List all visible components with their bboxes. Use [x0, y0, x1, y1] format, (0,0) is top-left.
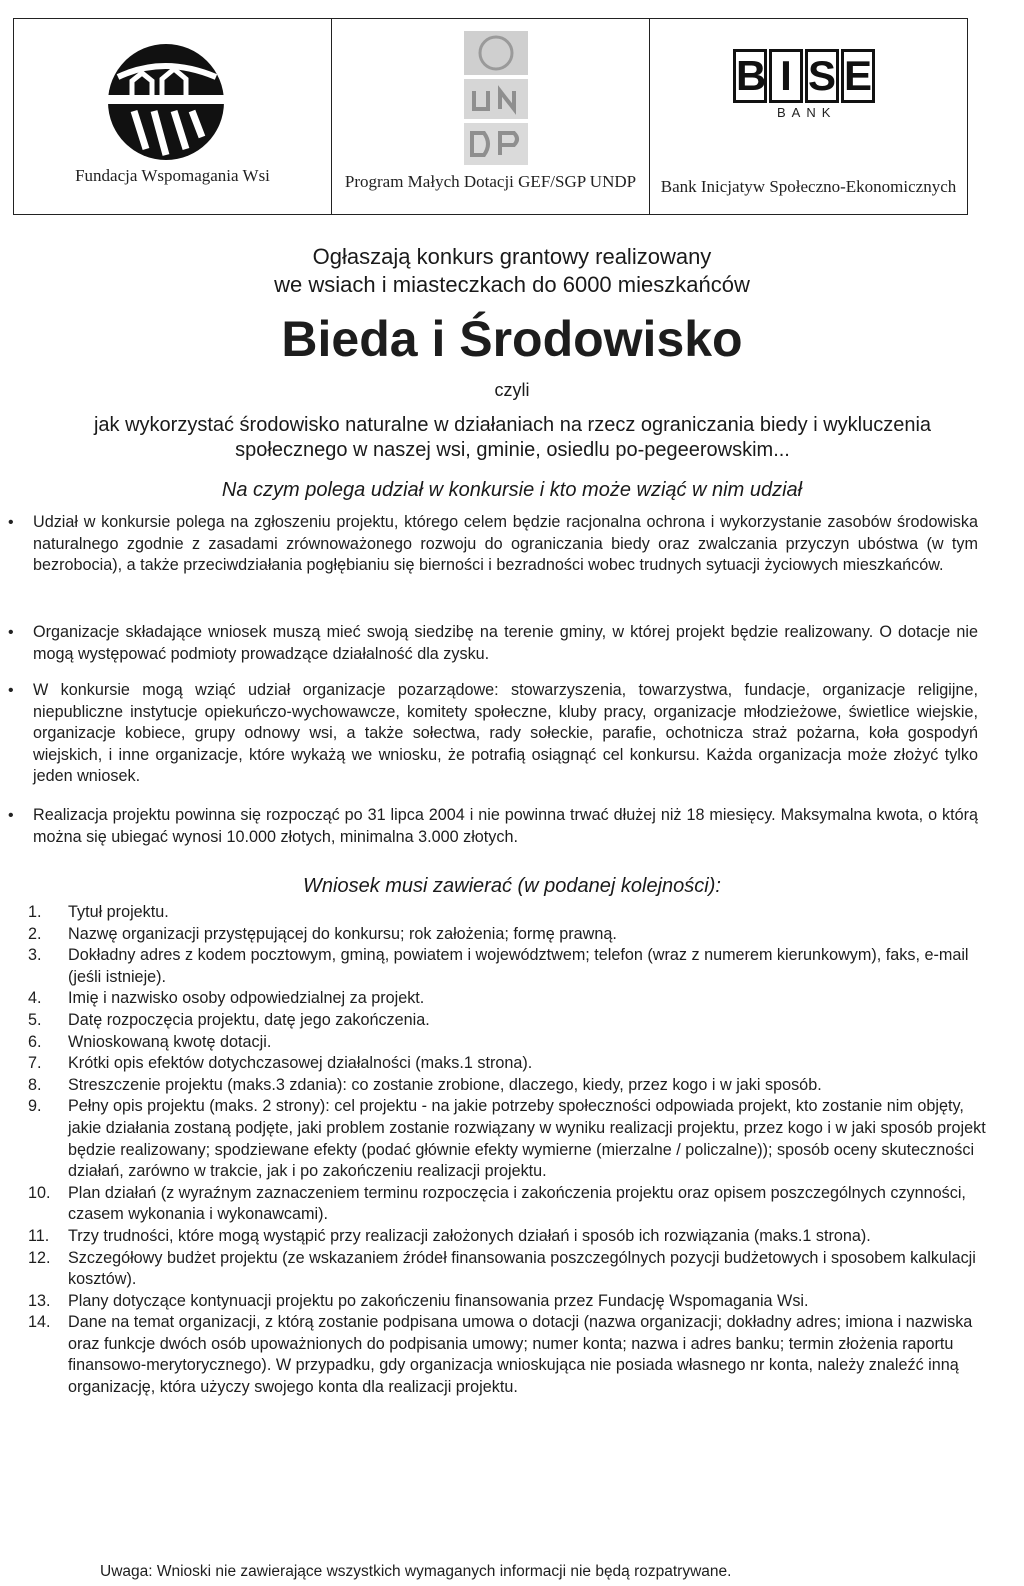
requirement-number: 7.	[28, 1054, 42, 1073]
requirement-item	[18, 1291, 993, 1313]
bise-logo-letter: E	[841, 49, 875, 103]
requirement-text: Imię i nazwisko osoby odpowiedzialnej za projekt.	[68, 989, 425, 1008]
requirement-number: 2.	[28, 924, 42, 943]
requirement-text: Datę rozpoczęcia projektu, datę jego zakończenia.	[68, 1010, 430, 1029]
requirement-number: 3.	[28, 946, 42, 965]
announcement-line-1: Ogłaszają konkurs grantowy realizowany	[312, 244, 712, 269]
section-heading-participation: Na czym polega udział w konkursie i kto może wziąć w nim udział	[221, 479, 803, 501]
requirement-item	[18, 945, 993, 988]
bullet-icon: •	[8, 624, 14, 641]
contest-subtitle: jak wykorzystać środowisko naturalne w działaniach na rzecz ograniczania biedy i wykluczenia społecznego w naszej wsi, gminie, osiedlu po-pegeerowskim...	[93, 414, 932, 461]
requirement-text: Trzy trudności, które mogą wystąpić przy realizacji założonych działań i sposób ich rozwiązania (maks.1 strona).	[68, 1226, 871, 1245]
bullet-paragraph-timing: Realizacja projektu powinna się rozpocząć po 31 lipca 2004 i nie powinna trwać dłużej niż 18 miesięcy. Maksymalna kwota, o którą można się ubiegać wynosi 10.000 złotych, minimalna 3.000 złotych.	[33, 806, 978, 846]
requirement-number: 11.	[28, 1226, 50, 1245]
bise-logo-letters	[733, 49, 875, 103]
org-name-undp: Program Małych Dotacji GEF/SGP UNDP	[344, 172, 637, 191]
requirement-text: Plany dotyczące kontynuacji projektu po zakończeniu finansowania przez Fundację Wspomagania Wsi.	[68, 1291, 809, 1310]
requirement-item	[18, 1312, 993, 1398]
czyli-connector: czyli	[494, 380, 530, 400]
requirement-number: 4.	[28, 989, 42, 1008]
bise-logo	[733, 31, 893, 151]
requirement-text: Krótki opis efektów dotychczasowej działalności (maks.1 strona).	[68, 1054, 533, 1073]
announcement-line-2: we wsiach i miasteczkach do 6000 mieszkańców	[274, 272, 750, 297]
bise-logo-letter: B	[733, 49, 767, 103]
requirement-item	[18, 1010, 993, 1032]
org-name-fws: Fundacja Wspomagania Wsi	[75, 166, 270, 185]
requirement-item	[18, 902, 993, 924]
bullet-paragraph-purpose: Udział w konkursie polega na zgłoszeniu projektu, którego celem będzie racjonalna ochrona i wykorzystanie zasobów środowiska naturalnego zgodnie z zasadami zrównoważonego rozwoju do ograniczania biedy oraz zwalczania przyczyn ubóstwa (w tym bezrobocia), a także przeciwdziałania pogłębianiu się bierności i bezradności wobec trudnych sytuacji życiowych mieszkańców.	[33, 513, 978, 574]
requirement-item	[18, 988, 993, 1010]
announcement	[0, 243, 1024, 299]
section-heading-application: Wniosek musi zawierać (w podanej kolejności):	[303, 875, 721, 897]
requirement-item	[18, 1032, 993, 1054]
header-cell-undp	[332, 19, 650, 214]
header-logo-table	[13, 18, 968, 215]
requirement-item	[18, 1096, 993, 1182]
bise-logo-letter: S	[805, 49, 839, 103]
requirements-list	[18, 902, 993, 1399]
requirement-text: Tytuł projektu.	[68, 903, 169, 921]
bullet-icon: •	[8, 514, 14, 531]
requirement-text: Dokładny adres z kodem pocztowym, gminą, powiatem i województwem; telefon (wraz z numerem kierunkowym), faks, e-mail (jeśli istnieje).	[68, 946, 969, 986]
requirement-item	[18, 1248, 993, 1291]
requirement-text: Wnioskowaną kwotę dotacji.	[68, 1032, 272, 1051]
requirement-item	[18, 924, 993, 946]
requirement-text: Plan działań (z wyraźnym zaznaczeniem terminu rozpoczęcia i zakończenia projektu oraz opisem poszczególnych czynności, czasem wykonania i wykonawcami).	[68, 1183, 966, 1224]
requirement-text: Dane na temat organizacji, z którą zostanie podpisana umowa o dotacji (nazwa organizacji; dokładny adres; imiona i nazwiska oraz funkcje dwóch osób upoważnionych do podpisania umowy; numer konta; nazwa i adres banku; termin złożenia raportu finansowo-merytorycznego). W przypadku, gdy organizacja wnioskująca nie posiada własnego nr konta, należy znaleźć inną organizację, która użyczy swojego konta dla realizacji projektu.	[68, 1313, 973, 1397]
requirement-number: 6.	[28, 1032, 42, 1051]
header-cell-bise	[650, 19, 967, 214]
requirement-item	[18, 1183, 993, 1226]
bullet-icon: •	[8, 682, 14, 699]
bullet-icon: •	[8, 807, 14, 824]
requirement-text: Pełny opis projektu (maks. 2 strony): cel projektu - na jakie potrzeby społeczności odpowiada projekt, kto zostanie nim objęty, jakie działania zostaną podjęte, jaki problem zostanie rozwiązany w wyniku realizacji projektu, przez kogo i w jaki sposób projekt będzie realizowany; spodziewane efekty (podać głównie efekty wymierne (mierzalne / policzalne)); sposób oceny skuteczności działań, zarówno w trakcie, jak i po zakończeniu realizacji projektu.	[68, 1097, 986, 1181]
requirement-item	[18, 1075, 993, 1097]
bullet-paragraph-eligible: W konkursie mogą wziąć udział organizacje pozarządowe: stowarzyszenia, towarzystwa, fundacje, organizacje religijne, niepubliczne instytucje opiekuńczo-wychowawcze, komitety społeczne, kluby pracy, organizacje młodzieżowe, świetlice wiejskie, organizacje kobiece, grupy odnowy wsi, a także sołectwa, rady sołeckie, parafie, ochotnicza straż pożarna, koła gospodyń wiejskich, i inne organizacje, które wykażą we wniosku, że potrafią osiągnąć cel konkursu. Każda organizacja może złożyć tylko jeden wniosek.	[33, 681, 978, 785]
bise-logo-bank-text: BANK	[777, 105, 837, 120]
bise-logo-letter: I	[769, 49, 803, 103]
requirement-number: 12.	[28, 1248, 51, 1267]
undp-sgp-logo-icon	[460, 29, 532, 169]
requirement-number: 14.	[28, 1313, 51, 1332]
requirement-number: 10.	[28, 1183, 51, 1202]
requirement-number: 13.	[28, 1291, 51, 1310]
requirement-text: Streszczenie projektu (maks.3 zdania): co zostanie zrobione, dlaczego, kiedy, przez kogo i w jaki sposób.	[68, 1075, 822, 1094]
requirement-text: Nazwę organizacji przystępującej do konkursu; rok założenia; formę prawną.	[68, 924, 617, 943]
header-cell-fws	[14, 19, 332, 214]
requirement-number: 5.	[28, 1010, 42, 1029]
footer-note: Uwaga: Wnioski nie zawierające wszystkich wymaganych informacji nie będą rozpatrywane.	[100, 1563, 732, 1580]
requirement-item	[18, 1053, 993, 1075]
requirement-item	[18, 1226, 993, 1248]
fws-logo-icon	[104, 37, 229, 167]
bullet-paragraph-location: Organizacje składające wniosek muszą mieć swoją siedzibę na terenie gminy, w której projekt będzie realizowany. O dotacje nie mogą występować podmioty prowadzące działalność dla zysku.	[33, 623, 978, 663]
requirement-number: 9.	[28, 1097, 42, 1116]
org-name-bise: Bank Inicjatyw Społeczno-Ekonomicznych	[660, 177, 957, 196]
contest-title: Bieda i Środowisko	[281, 311, 743, 367]
requirement-number: 1.	[28, 903, 42, 921]
requirement-text: Szczegółowy budżet projektu (ze wskazaniem źródeł finansowania poszczególnych pozycji budżetowych i sposobem kalkulacji kosztów).	[68, 1248, 976, 1289]
requirement-number: 8.	[28, 1075, 42, 1094]
